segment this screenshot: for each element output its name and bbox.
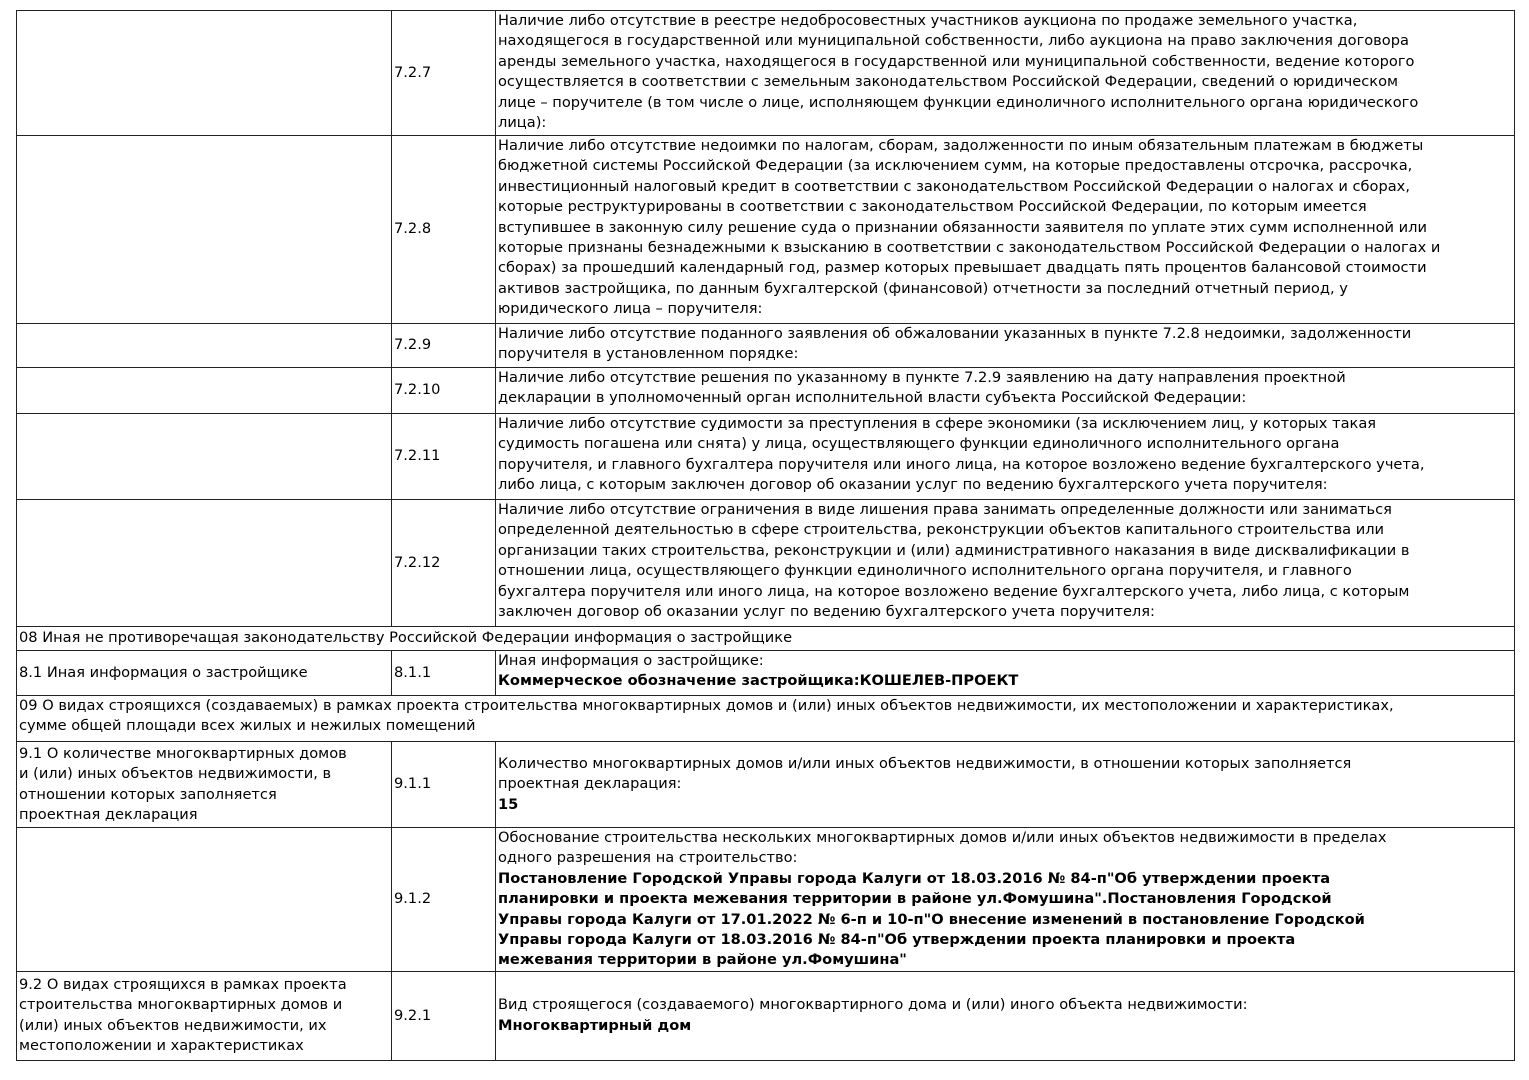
text-cell: Наличие либо отсутствие судимости за преступления в сфере экономики (за исключением лиц, у которых такая судимость погашена или снята) у лица, осуществляющего функции единоличного исполнительного органа поручителя, и главного бухгалтера поручителя или иного лица, на которое возложено ведение бухгалтерского учета, либо лица, с которым заключен договор об оказании услуг по ведению бухгалтерского учета поручителя: [496,414,1515,500]
table-row [17,971,1515,1060]
section-08-title: 08 Иная не противоречащая законодательству Российской Федерации информация о застройщике [17,627,1515,651]
section-cell [17,324,392,368]
field-label: Иная информация о застройщике: [498,652,764,669]
section-cell [17,828,392,972]
declaration-table [16,10,1515,1061]
section-cell [17,11,392,136]
code-cell: 7.2.11 [392,414,496,500]
field-label: Количество многоквартирных домов и/или иных объектов недвижимости, в отношении которых заполняется проектная декларация: [498,754,1352,793]
section-header-row [17,696,1515,742]
section-cell [17,414,392,500]
table-row [17,500,1515,627]
section-cell [17,136,392,324]
table-row [17,414,1515,500]
text-cell [496,651,1515,696]
section-cell [17,368,392,414]
text-cell: Наличие либо отсутствие недоимки по налогам, сборам, задолженности по иным обязательным платежам в бюджеты бюджетной системы Российской Федерации (за исключением сумм, на которые предоставлены отсрочка, рассрочка, инвестиционный налоговый кредит в соответствии с законодательством Российской Федерации о налогах и сборах, которые реструктурированы в соответствии с законодательством Российской Федерации, по которым имеется вступившее в законную силу решение суда о признании обязанности заявителя по уплате этих сумм исполненной или которые признаны безнадежными к взысканию в соответствии с законодательством Российской Федерации о налогах и сборах) за прошедший календарный год, размер которых превышает двадцать пять процентов балансовой стоимости активов застройщика, по данным бухгалтерской (финансовой) отчетности за последний отчетный период, у юридического лица – поручителя: [496,136,1515,324]
field-label: Обоснование строительства нескольких многоквартирных домов и/или иных объектов недвижимости в пределах одного разрешения на строительство: [498,829,1387,867]
text-cell: Наличие либо отсутствие ограничения в виде лишения права занимать определенные должности или заниматься определенной деятельностью в сфере строительства, реконструкции объектов капитального строительства или организации таких строительства, реконструкции и (или) административного наказания в виде дисквалификации в отношении лица, осуществляющего функции единоличного исполнительного органа поручителя, и главного бухгалтера поручителя или иного лица, на которое возложено ведение бухгалтерского учета, либо лица, с которым заключен договор об оказании услуг по ведению бухгалтерского учета поручителя: [496,500,1515,627]
section-cell: 9.1 О количестве многоквартирных домов и (или) иных объектов недвижимости, в отношении которых заполняется проектная декларация [17,742,392,828]
code-cell: 7.2.7 [392,11,496,136]
table-row [17,828,1515,972]
code-cell: 7.2.10 [392,368,496,414]
code-cell: 9.1.1 [392,742,496,828]
table-row [17,368,1515,414]
text-cell: Наличие либо отсутствие в реестре недобросовестных участников аукциона по продаже земельного участка, находящегося в государственной или муниципальной собственности, либо аукциона на право заключения договора аренды земельного участка, находящегося в государственной или муниципальной собственности, ведение которого осуществляется в соответствии с земельным законодательством Российской Федерации, сведений о юридическом лице – поручителе (в том числе о лице, исполняющем функции единоличного исполнительного органа юридического лица): [496,11,1515,136]
code-cell: 7.2.9 [392,324,496,368]
text-cell [496,971,1515,1060]
code-cell: 9.2.1 [392,971,496,1060]
section-cell [17,500,392,627]
field-label: Вид строящегося (создаваемого) многоквартирного дома и (или) иного объекта недвижимости: [498,996,1248,1014]
section-header-row [17,627,1515,651]
table-row [17,324,1515,368]
section-09-title: 09 О видах строящихся (создаваемых) в рамках проекта строительства многоквартирных домов и (или) иных объектов недвижимости, их местоположении и характеристиках, сумме общей площади всех жилых и нежилых помещений [17,696,1515,742]
table-row [17,136,1515,324]
text-cell: Наличие либо отсутствие поданного заявления об обжаловании указанных в пункте 7.2.8 недоимки, задолженности поручителя в установленном порядке: [496,324,1515,368]
table-row [17,11,1515,136]
field-value: Постановление Городской Управы города Калуги от 18.03.2016 № 84-п"Об утверждении проекта планировки и проекта межевания территории в районе ул.Фомушина".Постановления Городской Управы города Калуги от 17.01.2022 № 6-п и 10-п"О внесение изменений в постановление Городской Управы города Калуги от 18.03.2016 № 84-п"Об утверждении проекта планировки и проекта межевания территории в районе ул.Фомушина" [498,869,1365,969]
field-value: 15 [498,795,519,813]
field-value: Многоквартирный дом [498,1016,692,1034]
code-cell: 9.1.2 [392,828,496,972]
section-cell: 8.1 Иная информация о застройщике [17,651,392,696]
code-cell: 7.2.8 [392,136,496,324]
text-cell: Наличие либо отсутствие решения по указанному в пункте 7.2.9 заявлению на дату направления проектной декларации в уполномоченный орган исполнительной власти субъекта Российской Федерации: [496,368,1515,414]
section-cell: 9.2 О видах строящихся в рамках проекта строительства многоквартирных домов и (или) иных объектов недвижимости, их местоположении и характеристиках [17,971,392,1060]
table-row [17,742,1515,828]
text-cell [496,828,1515,972]
field-value: Коммерческое обозначение застройщика:КОШЕЛЕВ-ПРОЕКТ [498,672,1019,690]
text-cell [496,742,1515,828]
code-cell: 7.2.12 [392,500,496,627]
code-cell: 8.1.1 [392,651,496,696]
table-row [17,651,1515,696]
